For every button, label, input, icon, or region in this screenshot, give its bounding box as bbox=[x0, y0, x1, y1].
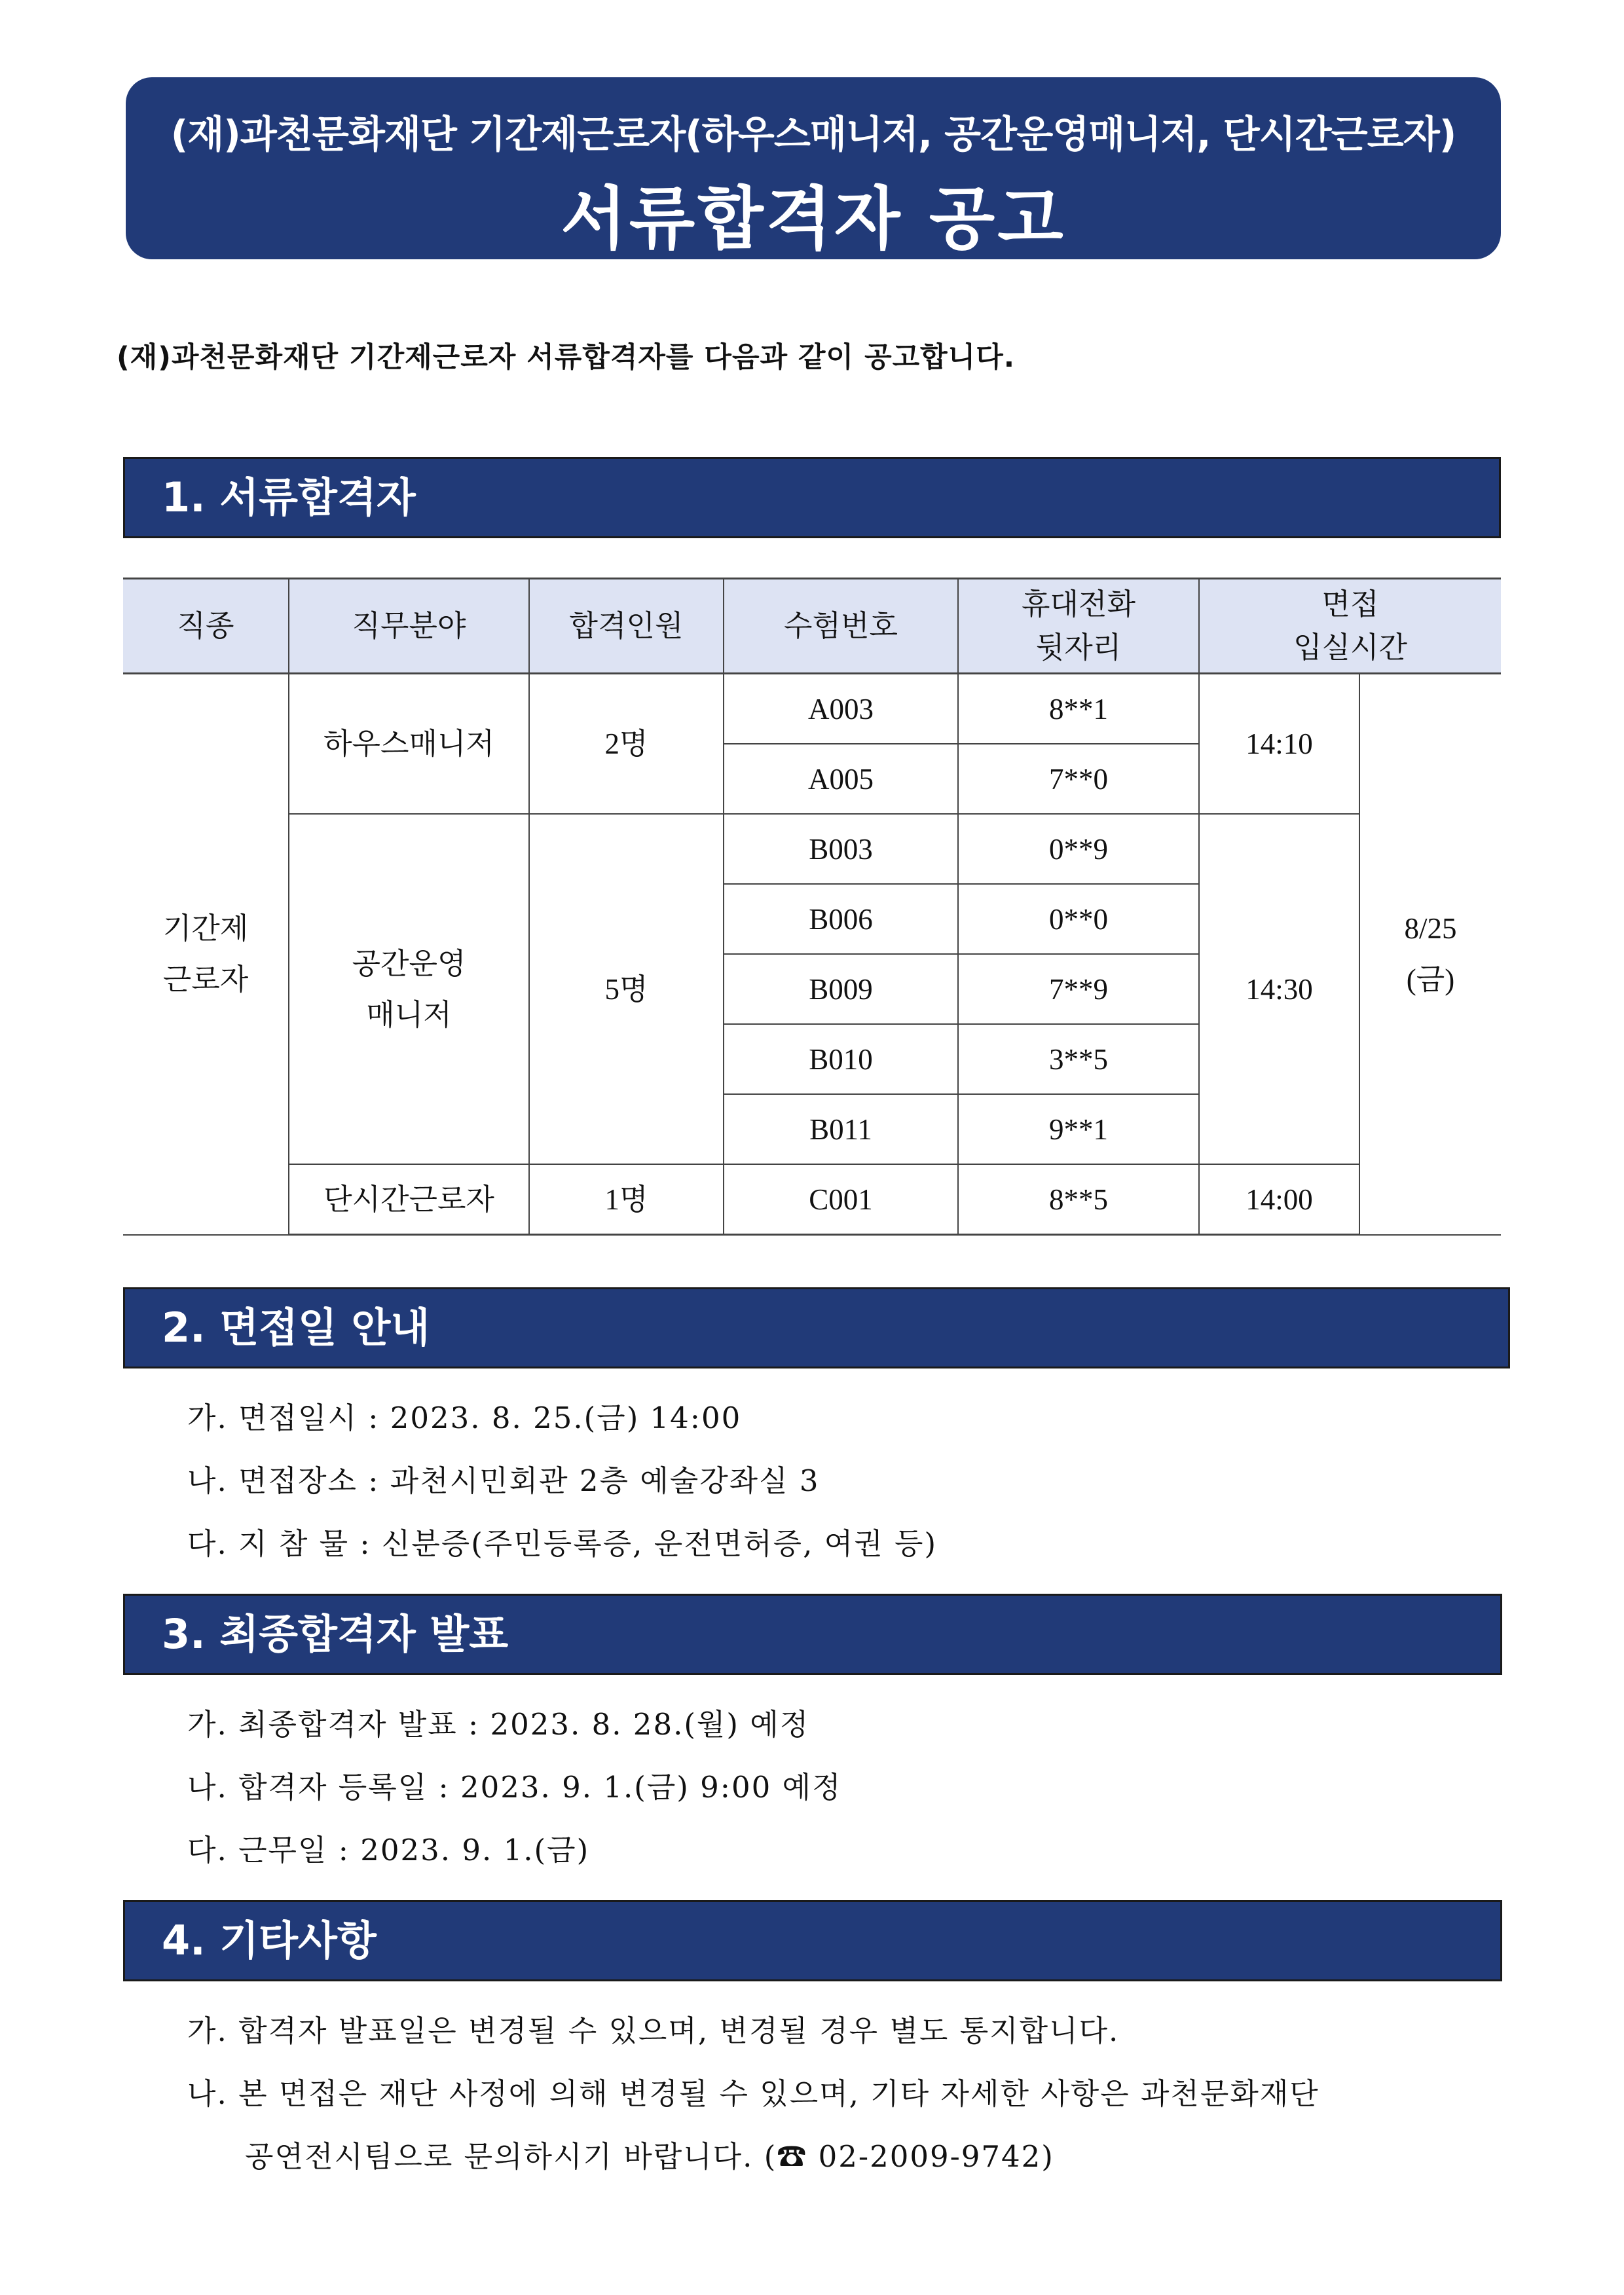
table-row bbox=[123, 674, 1501, 744]
exam-number-cell: B011 bbox=[724, 1094, 958, 1164]
field-cell: 공간운영 매니저 bbox=[289, 814, 529, 1164]
title-subtitle: (재)과천문화재단 기간제근로자(하우스매니저, 공간운영매니저, 단시간근로자) bbox=[170, 112, 1456, 156]
field-cell: 하우스매니저 bbox=[289, 674, 529, 815]
pass-table bbox=[123, 578, 1501, 1236]
page-title: 서류합격자 공고 bbox=[561, 179, 1066, 259]
title-banner bbox=[126, 77, 1501, 259]
section-2-header bbox=[123, 1287, 1510, 1368]
list-item-continuation: 공연전시팀으로 문의하시기 바랍니다. (☎ 02-2009-9742) bbox=[245, 2139, 1054, 2174]
section-3-header bbox=[123, 1594, 1502, 1675]
exam-number-cell: B003 bbox=[724, 814, 958, 884]
section-4-header bbox=[123, 1900, 1502, 1981]
phone-cell: 7**0 bbox=[958, 744, 1199, 814]
phone-cell: 3**5 bbox=[958, 1024, 1199, 1094]
header-interview: 면접 입실시간 bbox=[1199, 579, 1501, 674]
count-cell: 5명 bbox=[529, 814, 724, 1164]
section-2-title: 2. 면접일 안내 bbox=[162, 1304, 430, 1351]
table-row bbox=[123, 814, 1501, 884]
exam-number-cell: A005 bbox=[724, 744, 958, 814]
exam-number-cell: B006 bbox=[724, 884, 958, 954]
section-1-title: 1. 서류합격자 bbox=[162, 473, 416, 521]
exam-number-cell: B009 bbox=[724, 954, 958, 1024]
section-2-list bbox=[187, 1387, 937, 1575]
phone-cell: 8**1 bbox=[958, 674, 1199, 744]
phone-cell: 9**1 bbox=[958, 1094, 1199, 1164]
list-item: 나. 합격자 등록일 : 2023. 9. 1.(금) 9:00 예정 bbox=[187, 1770, 842, 1805]
header-field: 직무분야 bbox=[289, 579, 529, 674]
list-item: 나. 면접장소 : 과천시민회관 2층 예술강좌실 3 bbox=[187, 1463, 820, 1498]
list-item: 가. 합격자 발표일은 변경될 수 있으며, 변경될 경우 별도 통지합니다. bbox=[187, 2013, 1120, 2048]
job-type-cell: 기간제 근로자 bbox=[123, 674, 289, 1235]
field-cell: 단시간근로자 bbox=[289, 1164, 529, 1235]
exam-number-cell: B010 bbox=[724, 1024, 958, 1094]
header-count: 합격인원 bbox=[529, 579, 724, 674]
time-cell: 14:30 bbox=[1199, 814, 1359, 1164]
intro-text: (재)과천문화재단 기간제근로자 서류합격자를 다음과 같이 공고합니다. bbox=[117, 341, 1016, 374]
date-cell: 8/25 (금) bbox=[1359, 674, 1501, 1235]
time-cell: 14:00 bbox=[1199, 1164, 1359, 1235]
section-1-header bbox=[123, 457, 1501, 538]
time-cell: 14:10 bbox=[1199, 674, 1359, 815]
section-3-list bbox=[187, 1693, 841, 1882]
list-item: 다. 근무일 : 2023. 9. 1.(금) bbox=[187, 1833, 590, 1867]
list-item: 다. 지 참 물 : 신분증(주민등록증, 운전면허증, 여권 등) bbox=[187, 1526, 938, 1561]
table-row bbox=[123, 1164, 1501, 1235]
list-item: 가. 면접일시 : 2023. 8. 25.(금) 14:00 bbox=[187, 1401, 742, 1435]
header-phone: 휴대전화 뒷자리 bbox=[958, 579, 1199, 674]
section-4-title: 4. 기타사항 bbox=[162, 1917, 377, 1964]
header-job-type: 직종 bbox=[123, 579, 289, 674]
exam-number-cell: A003 bbox=[724, 674, 958, 744]
section-4-list bbox=[187, 2000, 1320, 2188]
table-header-row bbox=[123, 579, 1501, 674]
phone-cell: 7**9 bbox=[958, 954, 1199, 1024]
phone-cell: 8**5 bbox=[958, 1164, 1199, 1235]
list-item: 나. 본 면접은 재단 사정에 의해 변경될 수 있으며, 기타 자세한 사항은 과천문화재단 bbox=[187, 2076, 1320, 2111]
count-cell: 2명 bbox=[529, 674, 724, 815]
exam-number-cell: C001 bbox=[724, 1164, 958, 1235]
phone-cell: 0**9 bbox=[958, 814, 1199, 884]
count-cell: 1명 bbox=[529, 1164, 724, 1235]
phone-cell: 0**0 bbox=[958, 884, 1199, 954]
list-item: 가. 최종합격자 발표 : 2023. 8. 28.(월) 예정 bbox=[187, 1707, 810, 1742]
header-exam-number: 수험번호 bbox=[724, 579, 958, 674]
section-3-title: 3. 최종합격자 발표 bbox=[162, 1610, 509, 1658]
